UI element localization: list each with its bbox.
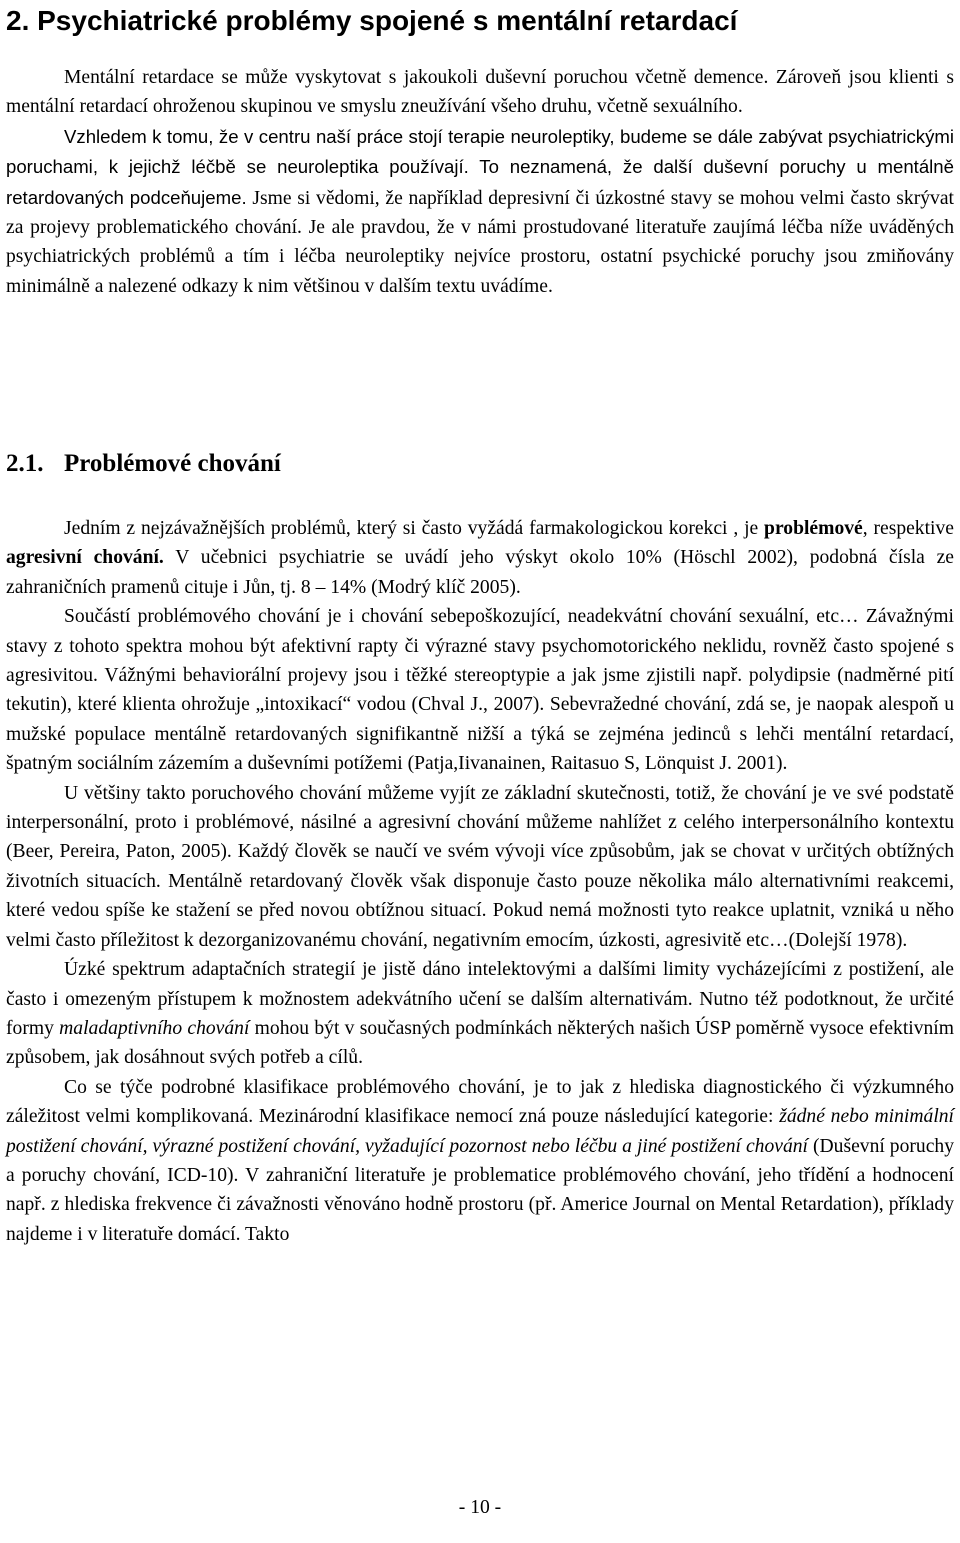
- intro-paragraph-1: Mentální retardace se může vyskytovat s jakoukoli duševní poruchou včetně demence. Zároveň jsou klienti s mentální retardací ohroženou skupinou ve smyslu zneužívání všeho druhu, včetně sexuálního.: [6, 67, 954, 118]
- term-agresivni-chovani: agresivní chování.: [6, 547, 164, 569]
- intro-block: [6, 63, 954, 301]
- section-paragraph-4-text-a: Úzké spektrum adaptačních strategií je jistě dáno intelektovými a dalšími limity vycházejícími z postižení, ale často i omezeným přístupem k možnostem adekvátního učení se dalším alternativám. Nutno též podotknout, že určité formy: [6, 959, 954, 1039]
- intro-paragraph-2: [6, 122, 954, 301]
- term-maladaptivni-chovani: maladaptivního chování: [59, 1017, 250, 1039]
- section-number: 2.1.: [6, 450, 44, 477]
- section-paragraph-3: U většiny takto poruchového chování můžeme vyjít ze základní skutečnosti, totiž, že chování je ve své podstatě interpersonální, proto i problémové, násilné a agresivní chování můžeme nahlížet z celého interpersonálního kontextu (Beer, Pereira, Paton, 2005). Každý člověk se naučí ve svém vývoji více způsobům, jak se chovat v určitých obtížných životních situacích. Mentálně retardovaný člověk však disponuje často pouze několika málo alternativními reakcemi, které vedou spíše ke stažení se před novou obtížnou situací. Pokud nemá možnosti tyto reakce uplatnit, vzniká u něho velmi často příležitost k dezorganizovanému chování, negativním emocím, úzkosti, agresivitě etc…(Dolejší 1978).: [6, 782, 954, 951]
- section-paragraph-4: [6, 955, 954, 1073]
- section-paragraph-1: [6, 514, 954, 602]
- section-paragraph-5-text-b: (Duševní poruchy a poruchy chování, ICD-10). V zahraniční literatuře je problematice problémového chování, jeho třídění a hodnocení např. z hlediska frekvence či závažnosti věnováno hodně prostoru (př. Americe Journal on Mental Retardation), příklady najdeme i v literatuře domácí. Takto: [6, 1135, 954, 1245]
- intro-paragraph-2-sans: Vzhledem k tomu, že v centru naší práce stojí terapie neuroleptiky, budeme se dále zabývat psychiatrickými poruchami, k jejichž léčbě se neuroleptika používají.: [6, 125, 954, 178]
- section-paragraph-1-text-c: V učebnici psychiatrie se uvádí jeho výskyt okolo 10% (Höschl 2002), podobná čísla ze zahraničních pramenů cituje i Jůn, tj. 8 – 14% (Modrý klíč 2005).: [6, 547, 954, 598]
- page-number: - 10 -: [458, 1497, 502, 1518]
- section-paragraph-1-text-b: , respektive: [862, 518, 954, 539]
- icd-categories: žádné nebo minimální postižení chování, výrazné postižení chování, vyžadující pozornost nebo léčbu a jiné postižení chování: [6, 1106, 954, 1157]
- intro-paragraph-2-sans-rest: To neznamená, že další duševní poruchy u mentálně retardovaných podceňujeme.: [6, 156, 954, 208]
- section-title: Problémové chování: [64, 450, 281, 477]
- chapter-heading: 2. Psychiatrické problémy spojené s mentální retardací: [6, 5, 738, 36]
- term-problemove: problémové: [764, 518, 863, 539]
- section-paragraph-4-text-b: mohou být v současných podmínkách některých našich ÚSP poměrně vysoce efektivním způsobem, jak dosáhnout svých potřeb a cílů.: [6, 1017, 954, 1069]
- section-heading: [6, 446, 281, 482]
- section-paragraph-5-text-a: Co se týče podrobné klasifikace problémového chování, je to jak z hlediska diagnostického či výzkumného záležitost velmi komplikovaná. Mezinárodní klasifikace nemocí zná pouze následující kategorie:: [6, 1076, 954, 1128]
- section-paragraph-5: [6, 1073, 954, 1249]
- section-paragraph-1-text-a: Jedním z nejzávažnějších problémů, který si často vyžádá farmakologickou korekci , je: [64, 518, 765, 539]
- intro-paragraph-2-serif: Jsme si vědomi, že například depresivní či úzkostné stavy se mohou velmi často skrývat za projevy problematického chování. Je ale pravdou, že v námi prostudované literatuře zaujímá léčba níže uváděných psychiatrických problémů a tím i léčba neuroleptiky nejvíce prostoru, ostatní psychické poruchy jsou zmiňovány minimálně a nalezené odkazy k nim většinou v dalším textu uvádíme.: [6, 187, 954, 297]
- section-paragraph-2: Součástí problémového chování je i chování sebepoškozující, neadekvátní chování sexuální, etc… Závažnými stavy z tohoto spektra mohou být afektivní rapty či výrazné stavy psychomotorického neklidu, rovněž často spojené s agresivitou. Vážnými behaviorální projevy jsou i těžké stereoptypie a jak jsme zjistili např. polydipsie (nadměrné pití tekutin), které klienta ohrožuje „intoxikací“ vodou (Chval J., 2007). Sebevražedné chování, zdá se, je naopak alespoň u mužské populace mentálně retardovaných signifikantně nižší a týká se zejména jedinců s lehči mentální retardací, špatným sociálním zázemím a duševními potížemi (Patja,Iivanainen, Raitasuo S, Lönquist J. 2001).: [6, 606, 954, 775]
- section-body: [6, 514, 954, 1249]
